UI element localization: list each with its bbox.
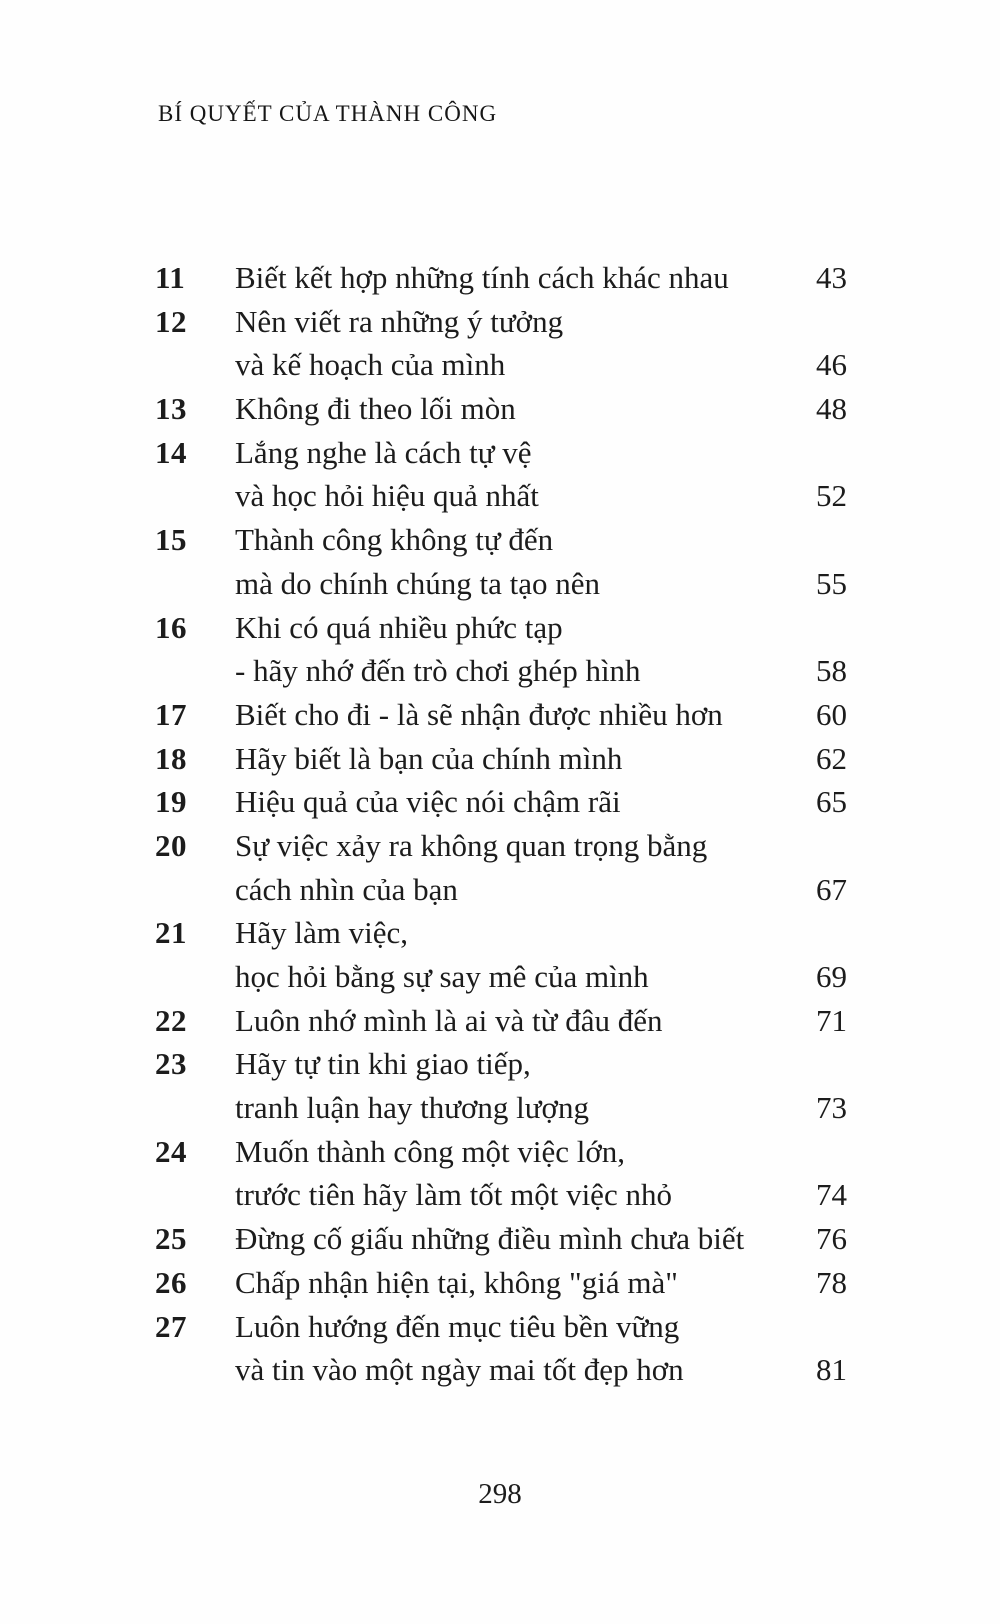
page-number: 298 [478,1478,522,1510]
toc-entry-title: Lắng nghe là cách tự vệ [235,434,532,470]
toc-row [155,606,847,650]
toc-row [155,824,847,868]
toc-entry-title: và kế hoạch của mình [235,347,506,383]
toc-row [155,474,847,518]
toc-row [155,1173,847,1217]
toc-entry-title: Hãy tự tin khi giao tiếp, [235,1046,531,1082]
toc-entry-number [155,562,235,606]
toc-entry-page: 67 [816,871,847,907]
toc-entry-title: Không đi theo lối mòn [235,391,516,427]
toc-entry-title: tranh luận hay thương lượng [235,1090,589,1126]
toc-row [155,1042,847,1086]
toc-entry-title: - hãy nhớ đến trò chơi ghép hình [235,653,641,689]
toc-entry-page: 71 [816,1002,847,1038]
toc-entry-number: 19 [155,784,187,820]
toc-entry-number [155,649,235,693]
toc-entry-page: 76 [816,1221,847,1257]
toc-entry-title: Luôn hướng đến mục tiêu bền vững [235,1308,680,1344]
toc-row [155,1261,847,1305]
toc-entry-title: Luôn nhớ mình là ai và từ đâu đến [235,1002,663,1038]
toc-row [155,300,847,344]
toc-entry-number [155,1348,235,1392]
toc-entry-number [155,1173,235,1217]
toc-row [155,868,847,912]
toc-row [155,518,847,562]
toc-entry-number: 24 [155,1133,187,1169]
toc-entry-title: Thành công không tự đến [235,522,554,558]
toc-entry-number: 22 [155,1002,187,1038]
toc-row [155,649,847,693]
toc-entry-page [783,1305,847,1349]
toc-entry-page [783,911,847,955]
toc-entry-number: 16 [155,609,187,645]
toc-row [155,1086,847,1130]
toc-row [155,1130,847,1174]
toc-entry-title: Khi có quá nhiều phức tạp [235,609,563,645]
toc-entry-number: 12 [155,303,187,339]
toc-row [155,562,847,606]
toc-entry-page: 43 [816,260,847,295]
toc-entry-number [155,343,235,387]
toc-entry-number: 18 [155,740,187,776]
toc-entry-title: Biết kết hợp những tính cách khác nhau [235,260,729,295]
toc-entry-number: 27 [155,1308,187,1344]
toc-entry-page: 60 [816,696,847,732]
toc-entry-title: Chấp nhận hiện tại, không "giá mà" [235,1264,678,1300]
toc-entry-page: 46 [816,347,847,383]
toc-entry-number: 17 [155,696,187,732]
toc-entry-title: trước tiên hãy làm tốt một việc nhỏ [235,1177,672,1213]
toc-row [155,693,847,737]
toc-entry-title: Hiệu quả của việc nói chậm rãi [235,784,621,820]
toc-row [155,431,847,475]
toc-entry-page [783,606,847,650]
toc-entry-number: 25 [155,1221,187,1257]
toc-entry-title: Hãy làm việc, [235,915,409,951]
toc-entry-number: 21 [155,915,187,951]
toc-entry-page [783,518,847,562]
toc-entry-title: và học hỏi hiệu quả nhất [235,478,539,514]
toc-entry-number: 11 [155,260,186,295]
toc-row [155,955,847,999]
toc-entry-title: Sự việc xảy ra không quan trọng bằng [235,827,708,863]
toc-entry-page: 52 [816,478,847,514]
toc-entry-page: 81 [816,1352,847,1388]
toc-entry-title: Đừng cố giấu những điều mình chưa biết [235,1221,745,1257]
toc-row [155,1217,847,1261]
toc-entry-page: 62 [816,740,847,776]
toc-entry-page: 65 [816,784,847,820]
toc-entry-title: học hỏi bằng sự say mê của mình [235,959,649,994]
toc-entry-page [783,431,847,475]
toc-entry-title: và tin vào một ngày mai tốt đẹp hơn [235,1352,684,1388]
toc-entry-number: 15 [155,522,187,558]
toc-entry-number [155,868,235,912]
toc-row [155,999,847,1043]
toc-entry-page: 55 [816,565,847,601]
toc-entry-number: 26 [155,1264,187,1300]
toc-entry-page: 73 [816,1090,847,1126]
toc-entry-number: 14 [155,434,187,470]
toc-entry-title: Hãy biết là bạn của chính mình [235,740,623,776]
toc-entry-title: cách nhìn của bạn [235,871,458,907]
toc-entry-title: Muốn thành công một việc lớn, [235,1133,626,1169]
toc-entry-page [783,1130,847,1174]
toc-entry-page: 78 [816,1264,847,1300]
toc-entry-page: 69 [816,959,847,994]
toc-row [155,343,847,387]
toc-entry-number [155,474,235,518]
running-header: BÍ QUYẾT CỦA THÀNH CÔNG [158,101,498,126]
toc-entry-page: 48 [816,391,847,427]
toc-entry-number: 20 [155,827,187,863]
toc-row [155,256,847,300]
toc-entry-page: 74 [816,1177,847,1213]
toc-row [155,780,847,824]
toc-row [155,1305,847,1349]
toc-row [155,387,847,431]
toc-entry-number: 23 [155,1046,187,1082]
toc-entry-number [155,955,235,999]
toc-entry-number [155,1086,235,1130]
toc-row [155,911,847,955]
toc-entry-title: Biết cho đi - là sẽ nhận được nhiều hơn [235,696,723,732]
toc-entry-page: 58 [816,653,847,689]
toc-entry-page [783,300,847,344]
toc-row [155,1348,847,1392]
toc-entry-title: mà do chính chúng ta tạo nên [235,565,601,601]
table-of-contents [155,256,847,1392]
toc-entry-number: 13 [155,391,187,427]
toc-entry-page [783,824,847,868]
toc-row [155,737,847,781]
toc-entry-page [783,1042,847,1086]
toc-entry-title: Nên viết ra những ý tưởng [235,303,564,339]
